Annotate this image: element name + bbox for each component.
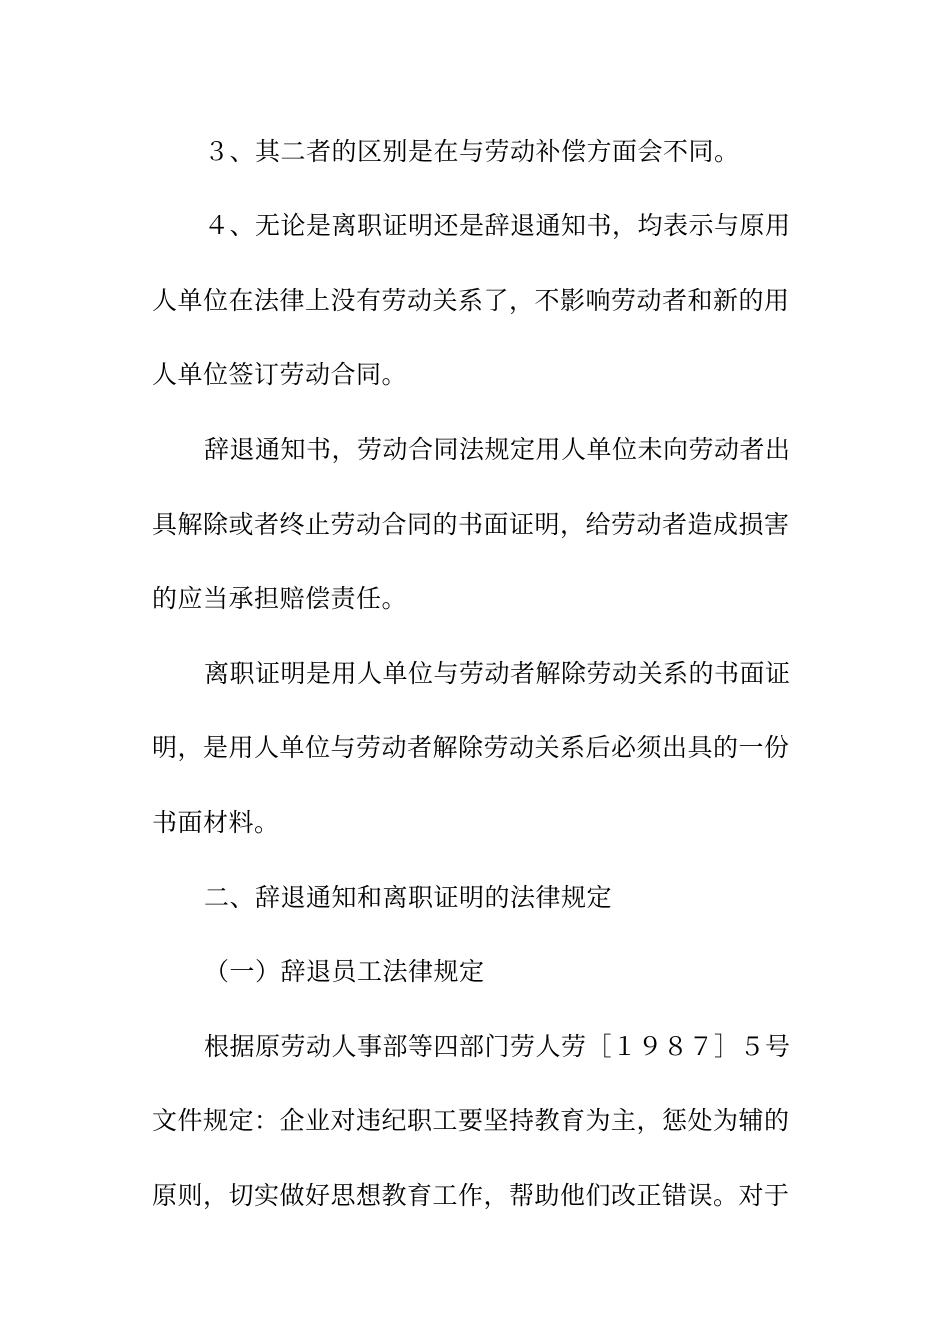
text-line: 人单位在法律上没有劳动关系了，不影响劳动者和新的用 bbox=[152, 286, 790, 315]
text-line: 离职证明是用人单位与劳动者解除劳动关系的书面证 bbox=[204, 659, 791, 688]
text-line: 根据原劳动人事部等四部门劳人劳［１９８７］５号 bbox=[204, 1032, 791, 1061]
text-line: 明，是用人单位与劳动者解除劳动关系后必须出具的一份 bbox=[152, 733, 790, 762]
text-line: 的应当承担赔偿责任。 bbox=[152, 584, 408, 613]
text-line: 文件规定：企业对违纪职工要坚持教育为主，惩处为辅的 bbox=[152, 1106, 790, 1135]
text-line: ４、无论是离职证明还是辞退通知书，均表示与原用 bbox=[204, 211, 791, 240]
section-heading: 二、辞退通知和离职证明的法律规定 bbox=[204, 883, 613, 912]
subsection-heading: （一）辞退员工法律规定 bbox=[204, 957, 485, 986]
text-line: 具解除或者终止劳动合同的书面证明，给劳动者造成损害 bbox=[152, 510, 790, 539]
text-line: ３、其二者的区别是在与劳动补偿方面会不同。 bbox=[204, 137, 740, 166]
text-line: 辞退通知书，劳动合同法规定用人单位未向劳动者出 bbox=[204, 435, 791, 464]
text-line: 原则，切实做好思想教育工作，帮助他们改正错误。对于 bbox=[152, 1181, 790, 1210]
text-line: 书面材料。 bbox=[152, 808, 280, 837]
text-line: 人单位签订劳动合同。 bbox=[152, 360, 408, 389]
